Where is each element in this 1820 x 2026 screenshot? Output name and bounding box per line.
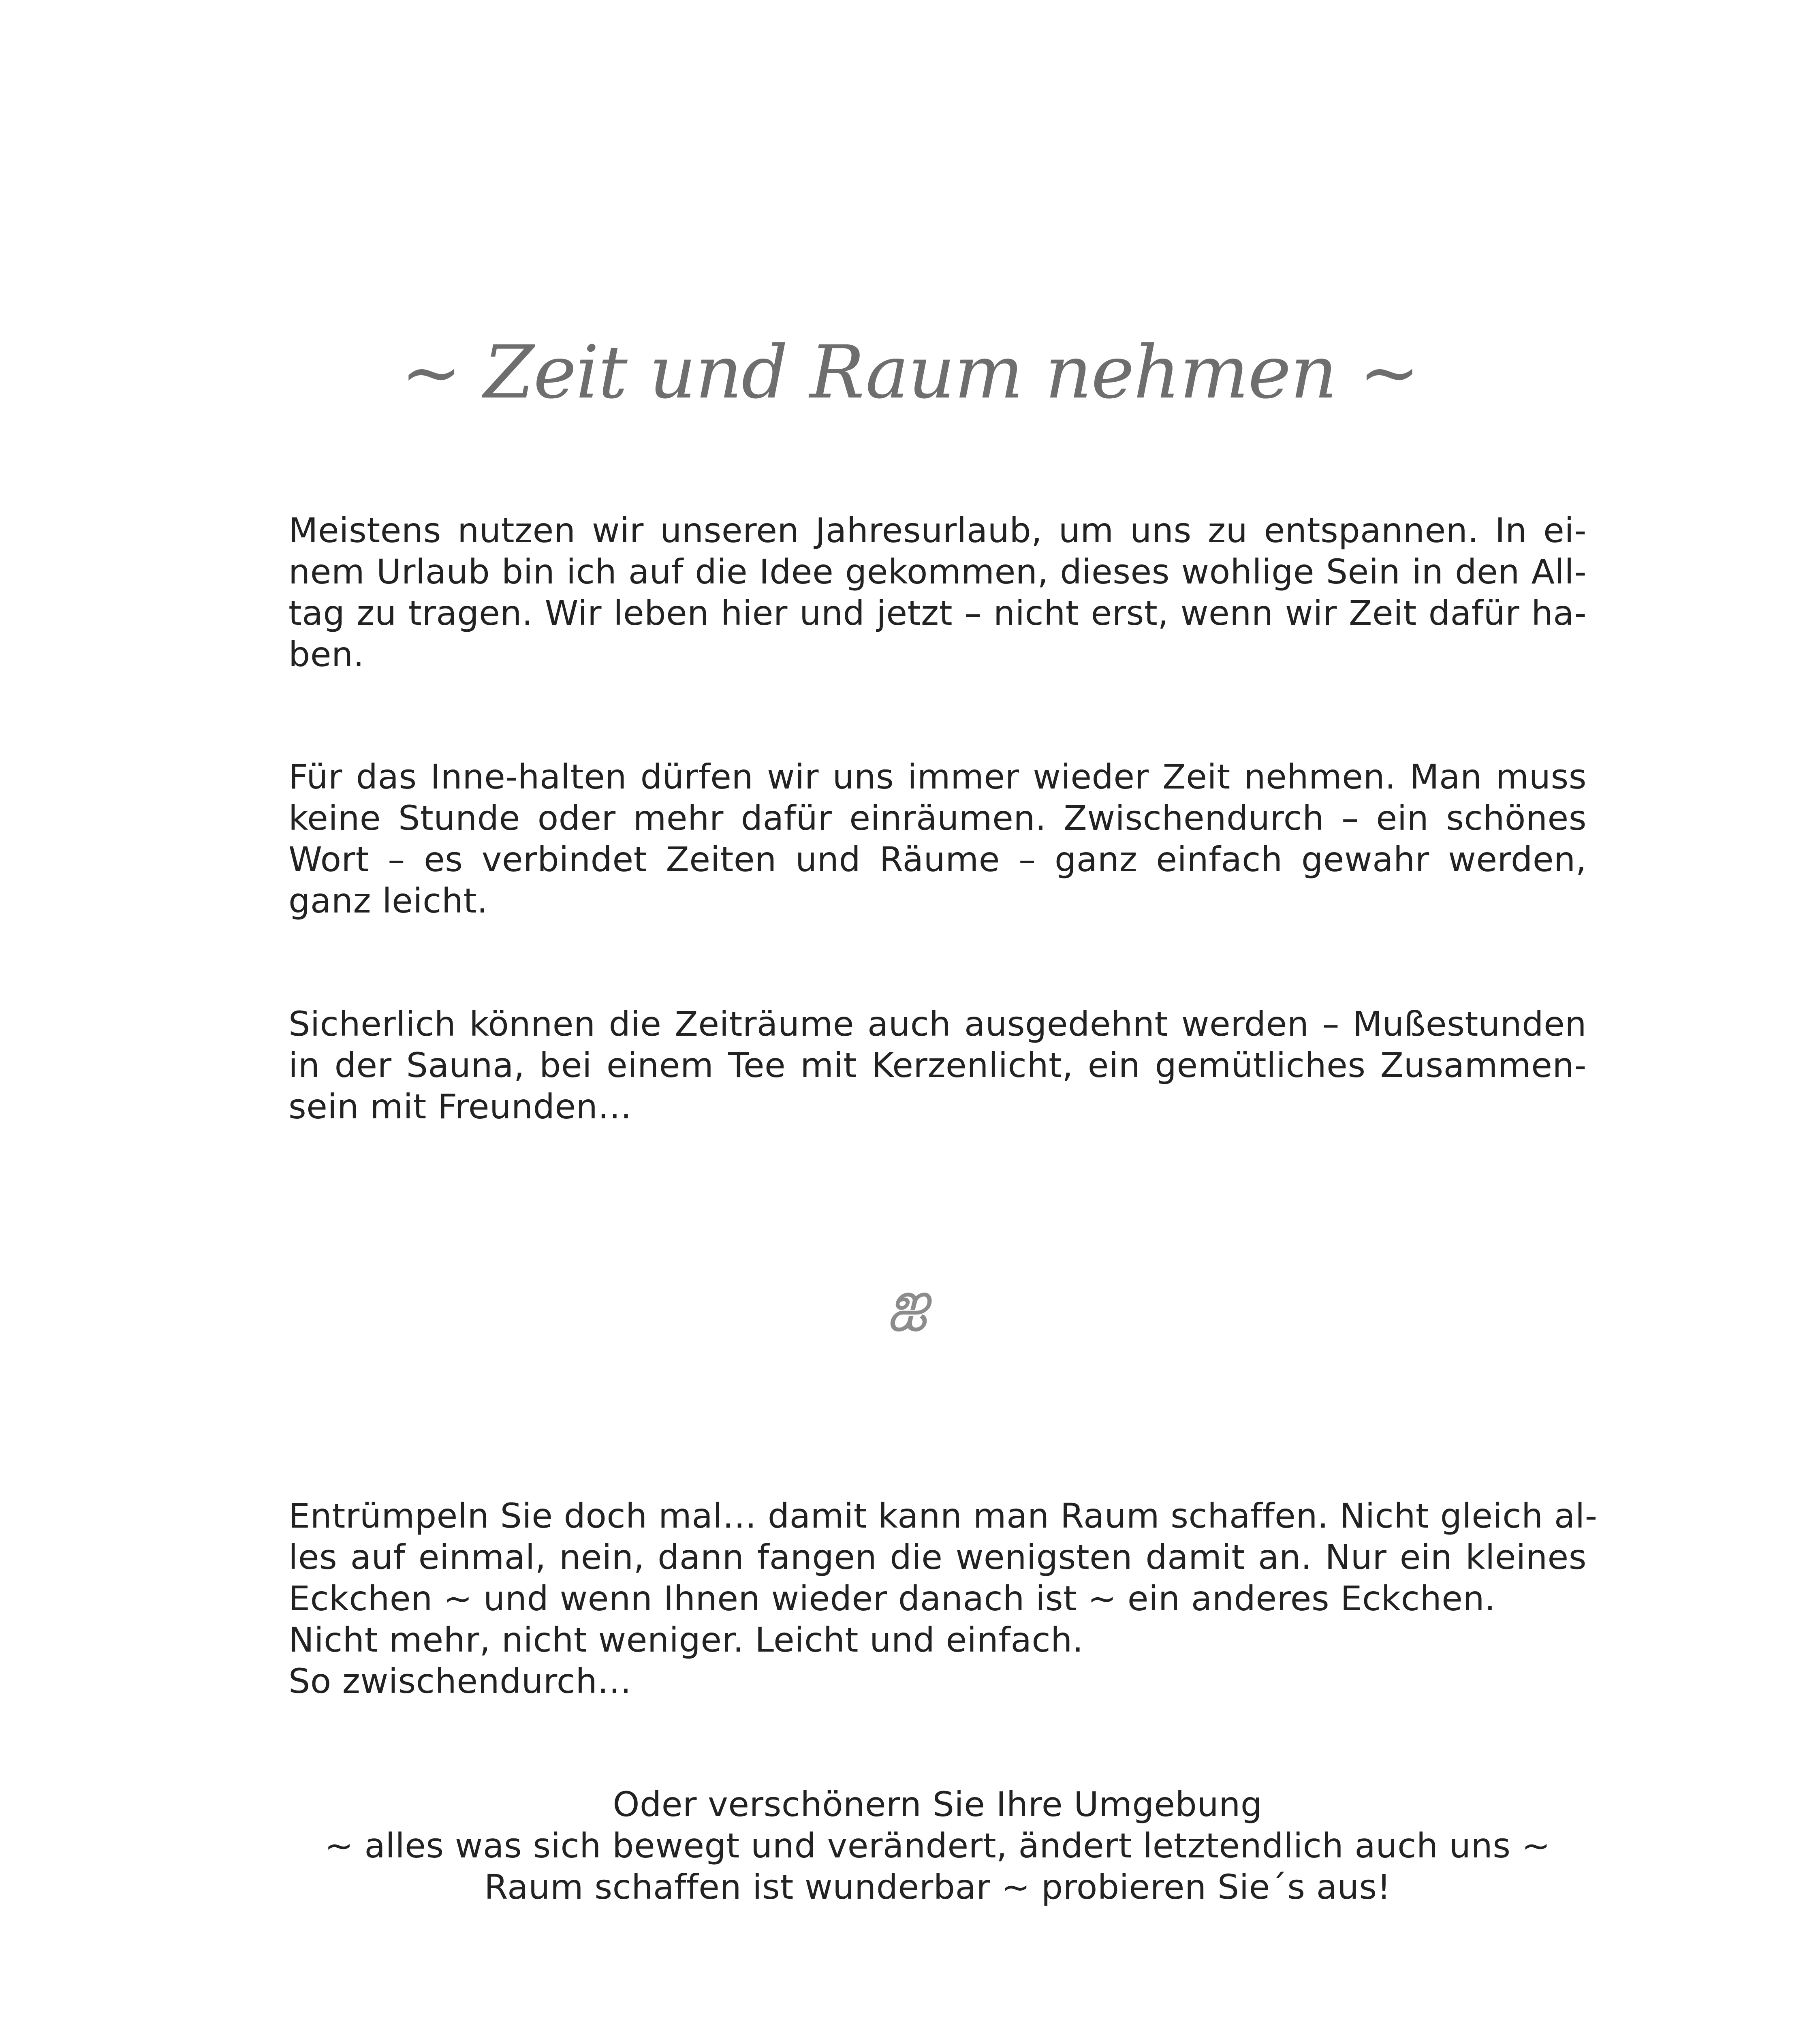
- paragraph-4-line: les auf einmal, nein, dann fangen die wenigsten damit an. Nur ein kleines: [288, 1537, 1587, 1577]
- centered-quote: [288, 1784, 1587, 1908]
- paragraph-1-line: nem Urlaub bin ich auf die Idee gekommen, dieses wohlige Sein in den All-: [288, 552, 1587, 592]
- paragraph-3-line: sein mit Freunden…: [288, 1087, 632, 1126]
- paragraph-1-line: ben.: [288, 635, 364, 674]
- chapter-title: ~ Zeit und Raum nehmen ~: [401, 330, 1419, 415]
- paragraph-4-line: Entrümpeln Sie doch mal… damit kann man Raum schaffen. Nicht gleich al-: [288, 1496, 1598, 1536]
- paragraph-4-extra-line: So zwischendurch…: [288, 1661, 632, 1701]
- paragraph-3-line: in der Sauna, bei einem Tee mit Kerzenlicht, ein gemütliches Zusammen-: [288, 1045, 1587, 1085]
- centered-quote-line: Oder verschönern Sie Ihre Umgebung: [613, 1785, 1262, 1824]
- paragraph-3-line: Sicherlich können die Zeiträume auch ausgedehnt werden – Mußestunden: [288, 1004, 1587, 1044]
- paragraph-2-line: ganz leicht.: [288, 881, 488, 921]
- paragraph-2: [288, 756, 1587, 921]
- paragraph-1-line: tag zu tragen. Wir leben hier und jetzt – nicht erst, wenn wir Zeit dafür ha-: [288, 593, 1587, 633]
- centered-quote-line: Raum schaffen ist wunderbar ~ probieren Sie´s aus!: [484, 1867, 1391, 1907]
- paragraph-2-line: Wort – es verbindet Zeiten und Räume – ganz einfach gewahr werden,: [288, 840, 1587, 879]
- paragraph-4-extra-line: Nicht mehr, nicht weniger. Leicht und einfach.: [288, 1620, 1084, 1660]
- paragraph-3: [288, 1003, 1587, 1127]
- centered-quote-line: ~ alles was sich bewegt und verändert, ändert letztendlich auch uns ~: [325, 1826, 1551, 1866]
- paragraph-2-line: Für das Inne-halten dürfen wir uns immer wieder Zeit nehmen. Man muss: [288, 757, 1587, 797]
- paragraph-2-line: keine Stunde oder mehr dafür einräumen. Zwischendurch – ein schönes: [288, 798, 1587, 838]
- paragraph-4-line: Eckchen ~ und wenn Ihnen wieder danach ist ~ ein anderes Eckchen.: [288, 1579, 1496, 1618]
- paragraph-4: [288, 1495, 1598, 1619]
- paragraph-1: [288, 510, 1587, 675]
- paragraph-1-line: Meistens nutzen wir unseren Jahresurlaub, um uns zu entspannen. In ei-: [288, 511, 1587, 550]
- flourish-ornament-icon: ஐ: [890, 1272, 930, 1329]
